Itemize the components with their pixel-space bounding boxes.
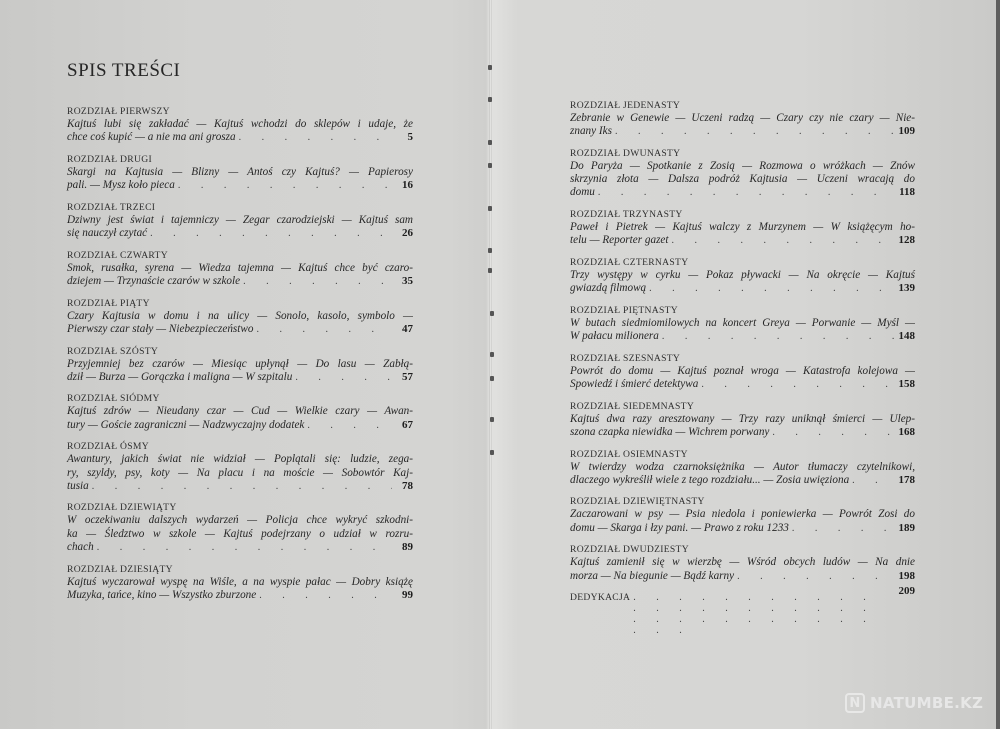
chapter-description xyxy=(67,405,413,431)
page-number: 78 xyxy=(402,479,413,492)
description-line: tusia xyxy=(67,479,89,492)
description-line: Dziwny jest świat i tajemniczy — Zegar czarodziejski — Kajtuś sam xyxy=(67,213,413,226)
page-number: 128 xyxy=(898,234,915,247)
toc-entry xyxy=(570,448,915,487)
chapter-description xyxy=(570,365,915,391)
dot-leader xyxy=(243,275,392,288)
dot-leader xyxy=(178,179,392,192)
toc-entry xyxy=(570,400,915,439)
stitch-mark xyxy=(488,248,492,253)
page-edge-shadow xyxy=(996,0,1000,729)
description-line: Kajtuś wyczarował wyspę na Wiśle, a na wyspie pałac — Dobry książę xyxy=(67,575,413,588)
dot-leader xyxy=(662,330,894,343)
toc-entry xyxy=(570,352,915,391)
toc-entry xyxy=(67,249,413,288)
dot-leader xyxy=(92,480,392,493)
toc-entry xyxy=(67,297,413,336)
chapter-heading: ROZDZIAŁ DWUDZIESTY xyxy=(570,544,689,556)
description-line: szona czapka niewidka — Wichrem porwany xyxy=(570,425,770,438)
page-number: 16 xyxy=(402,179,413,192)
chapter-heading: ROZDZIAŁ DZIEWIĘTNASTY xyxy=(570,496,705,508)
chapter-description xyxy=(570,508,915,534)
chapter-heading: ROZDZIAŁ PIĄTY xyxy=(67,297,150,309)
toc-entry xyxy=(570,304,915,343)
description-line: się nauczył czytać xyxy=(67,227,148,240)
description-line: dził — Burza — Gorączka i maligna — W szpitalu xyxy=(67,370,293,383)
page-number: 209 xyxy=(898,585,915,598)
page-number: 26 xyxy=(402,227,413,240)
toc-entries-left xyxy=(67,105,413,610)
chapter-description xyxy=(67,118,413,144)
description-line: Kajtuś lubi się zakładać — Kajtuś wchodzi do sklepów i udaje, że xyxy=(67,118,413,130)
chapter-description xyxy=(67,514,413,554)
description-line: telu — Reporter gazet xyxy=(570,234,669,247)
dot-leader xyxy=(150,227,392,240)
chapter-heading: ROZDZIAŁ TRZECI xyxy=(67,201,156,213)
chapter-heading: ROZDZIAŁ SZÓSTY xyxy=(67,345,159,357)
description-line: dziejem — Trzynaście czarów w szkole xyxy=(67,274,241,287)
toc-entry xyxy=(67,440,413,493)
dot-leader xyxy=(307,419,392,432)
dot-leader xyxy=(239,131,392,144)
chapter-description xyxy=(570,112,915,138)
stitch-mark xyxy=(488,65,492,70)
dot-leader xyxy=(672,234,895,247)
chapter-heading: ROZDZIAŁ TRZYNASTY xyxy=(570,209,683,221)
description-line: tury — Goście zagraniczni — Nadzwyczajny dodatek xyxy=(67,418,305,431)
toc-entry xyxy=(67,345,413,384)
description-line: znany Iks xyxy=(570,125,612,138)
description-line: chach xyxy=(67,540,94,553)
description-line: Powrót do domu — Kajtuś poznał wroga — Katastrofa kolejowa — xyxy=(570,364,915,377)
page-number: 139 xyxy=(898,282,915,295)
chapter-heading: ROZDZIAŁ CZTERNASTY xyxy=(570,256,689,268)
description-line: Trzy występy w cyrku — Pokaz pływacki — Na okręcie — Kajtuś xyxy=(570,268,915,281)
toc-entries-right xyxy=(570,99,915,636)
chapter-description xyxy=(67,310,413,336)
stitch-mark xyxy=(490,376,494,381)
description-line: W butach siedmiomilowych na koncert Greya — Porwanie — Myśl — xyxy=(570,316,915,329)
description-line: Kajtuś zdrów — Nieudany czar — Cud — Wielkie czary — Awan- xyxy=(67,405,413,418)
stitch-mark xyxy=(490,311,494,316)
dot-leader xyxy=(737,570,894,583)
dot-leader xyxy=(295,371,392,384)
chapter-heading: ROZDZIAŁ SIEDEMNASTY xyxy=(570,400,695,412)
chapter-heading: ROZDZIAŁ ÓSMY xyxy=(67,441,149,453)
toc-entry xyxy=(67,563,413,602)
toc-title: SPIS TREŚCI xyxy=(67,60,181,81)
chapter-description xyxy=(570,221,915,247)
chapter-description xyxy=(570,413,915,439)
page-number: 35 xyxy=(402,274,413,287)
description-line: Pierwszy czar stały — Niebezpieczeństwo xyxy=(67,322,254,335)
dot-leader xyxy=(598,186,894,199)
description-line: Zebranie w Genewie — Uczeni radzą — Czary czy nie czary — Nie- xyxy=(570,112,915,124)
dot-leader xyxy=(701,378,894,391)
stitch-mark xyxy=(488,140,492,145)
chapter-description xyxy=(570,461,915,487)
chapter-description xyxy=(67,358,413,384)
description-line: Do Paryża — Spotkanie z Zosią — Rozmowa o wróżkach — Znów xyxy=(570,159,915,172)
description-line: Awantury, jakich świat nie widział — Poplątali się: ludzie, zega- xyxy=(67,453,413,466)
dot-leader xyxy=(615,125,894,138)
toc-entry xyxy=(67,201,413,240)
description-line: ry, szyldy, psy, koty — Na placu i na moście — Sobowtór Kaj- xyxy=(67,466,413,479)
description-line: Przyjemniej bez czarów — Miesiąc upłynął — Do lasu — Zabłą- xyxy=(67,357,413,370)
chapter-description xyxy=(67,576,413,602)
page-number: 178 xyxy=(898,473,915,486)
page-number: 67 xyxy=(402,418,413,431)
dedication-label: DEDYKACJA xyxy=(570,592,631,604)
page-number: 99 xyxy=(402,588,413,601)
description-line: ka — Śledztwo w szkole — Kajtuś podejrzany o udział w rozru- xyxy=(67,527,413,540)
toc-entry xyxy=(67,153,413,192)
toc-entry xyxy=(67,501,413,554)
description-line: Czary Kajtusia w domu i na ulicy — Sonolo, kasolo, symbolo — xyxy=(67,309,413,322)
page-number: 148 xyxy=(898,330,915,343)
chapter-heading: ROZDZIAŁ CZWARTY xyxy=(67,249,168,261)
chapter-heading: ROZDZIAŁ DRUGI xyxy=(67,153,152,165)
chapter-description xyxy=(570,556,915,582)
description-line: gwiazdą filmową xyxy=(570,282,647,295)
toc-entry xyxy=(570,208,915,247)
toc-entry xyxy=(570,99,915,138)
chapter-description xyxy=(570,269,915,295)
description-line: Spowiedź i śmierć detektywa xyxy=(570,377,699,390)
chapter-heading: ROZDZIAŁ SZESNASTY xyxy=(570,352,681,364)
page-number: 118 xyxy=(899,186,915,199)
description-line: morza — Na biegunie — Bądź karny xyxy=(570,569,735,582)
chapter-heading: ROZDZIAŁ DZIEWIĄTY xyxy=(67,502,177,514)
page-number: 57 xyxy=(402,370,413,383)
dot-leader xyxy=(97,541,392,554)
description-line: dlaczego wykreślił wiele z tego rozdziału... — Zosia uwięziona xyxy=(570,473,850,486)
page-number: 198 xyxy=(898,569,915,582)
chapter-heading: ROZDZIAŁ OSIEMNASTY xyxy=(570,448,688,460)
chapter-description xyxy=(67,214,413,240)
page-number: 89 xyxy=(402,540,413,553)
toc-entry xyxy=(67,392,413,431)
description-line: Muzyka, tańce, kino — Wszystko zburzone xyxy=(67,588,257,601)
stitch-mark xyxy=(488,206,492,211)
dot-leader xyxy=(259,589,392,602)
toc-entry xyxy=(570,147,915,200)
chapter-description xyxy=(67,453,413,493)
description-line: Kajtuś zamienił się w wierzbę — Wśród obcych ludów — Na dnie xyxy=(570,556,915,569)
stitch-mark xyxy=(488,97,492,102)
watermark xyxy=(845,693,983,713)
page-number: 47 xyxy=(402,322,413,335)
description-line: W twierdzy wodza czarnoksiężnika — Autor tłumaczy czytelnikowi, xyxy=(570,460,915,473)
toc-entry xyxy=(570,543,915,582)
dot-leader xyxy=(772,426,894,439)
description-line: domu — Skarga i łzy pani. — Prawo z roku 1233 xyxy=(570,521,789,534)
description-line: W pałacu milionera xyxy=(570,330,659,343)
description-line: Zaczarowani w psy — Psia niedola i poniewierka — Powrót Zosi do xyxy=(570,508,915,521)
toc-entry xyxy=(570,495,915,534)
page-number: 5 xyxy=(407,131,413,144)
dot-leader xyxy=(852,474,894,487)
chapter-heading: ROZDZIAŁ JEDENASTY xyxy=(570,100,681,111)
description-line: Skargi na Kajtusia — Blizny — Antoś czy Kajtuś? — Papierosy xyxy=(67,165,413,178)
description-line: skrzynia złota — Dalsza podróż Kajtusia — Uczeni wracają do xyxy=(570,173,915,186)
description-line: domu xyxy=(570,186,595,199)
chapter-description xyxy=(570,317,915,343)
watermark-text: NATUMBE.KZ xyxy=(870,694,984,712)
chapter-heading: ROZDZIAŁ DWUNASTY xyxy=(570,147,681,159)
description-line: Smok, rusałka, syrena — Wiedza tajemna — Kajtuś chce być czaro- xyxy=(67,261,413,274)
dot-leader xyxy=(256,323,392,336)
stitch-mark xyxy=(490,450,494,455)
page-number: 189 xyxy=(898,521,915,534)
page-number: 109 xyxy=(898,125,915,138)
chapter-description xyxy=(67,262,413,288)
description-line: chce coś kupić — a nie ma ani grosza xyxy=(67,131,236,144)
chapter-heading: ROZDZIAŁ PIERWSZY xyxy=(67,106,170,117)
chapter-heading: ROZDZIAŁ DZIESIĄTY xyxy=(67,563,173,575)
dedication-entry xyxy=(570,585,915,636)
chapter-description xyxy=(570,160,915,200)
toc-entry xyxy=(67,105,413,144)
page-number: 168 xyxy=(898,425,915,438)
stitch-mark xyxy=(488,268,492,273)
dot-leader xyxy=(649,282,894,295)
description-line: W oczekiwaniu dalszych wydarzeń — Policja chce wykryć szkodni- xyxy=(67,514,413,527)
description-line: Paweł i Pietrek — Kajtuś walczy z Murzynem — W książęcym ho- xyxy=(570,221,915,234)
toc-entry xyxy=(570,256,915,295)
description-line: pali. — Mysz koło pieca xyxy=(67,179,175,192)
chapter-description xyxy=(67,166,413,192)
dot-leader xyxy=(633,592,894,636)
book-gutter-fold xyxy=(489,0,492,729)
watermark-logo-icon: N xyxy=(845,693,865,713)
dot-leader xyxy=(792,522,894,535)
stitch-mark xyxy=(490,352,494,357)
stitch-mark xyxy=(490,417,494,422)
page-number: 158 xyxy=(898,377,915,390)
chapter-heading: ROZDZIAŁ SIÓDMY xyxy=(67,393,160,405)
chapter-heading: ROZDZIAŁ PIĘTNASTY xyxy=(570,304,678,316)
description-line: Kajtuś dwa razy aresztowany — Trzy razy uniknął śmierci — Ulep- xyxy=(570,412,915,425)
stitch-mark xyxy=(488,163,492,168)
